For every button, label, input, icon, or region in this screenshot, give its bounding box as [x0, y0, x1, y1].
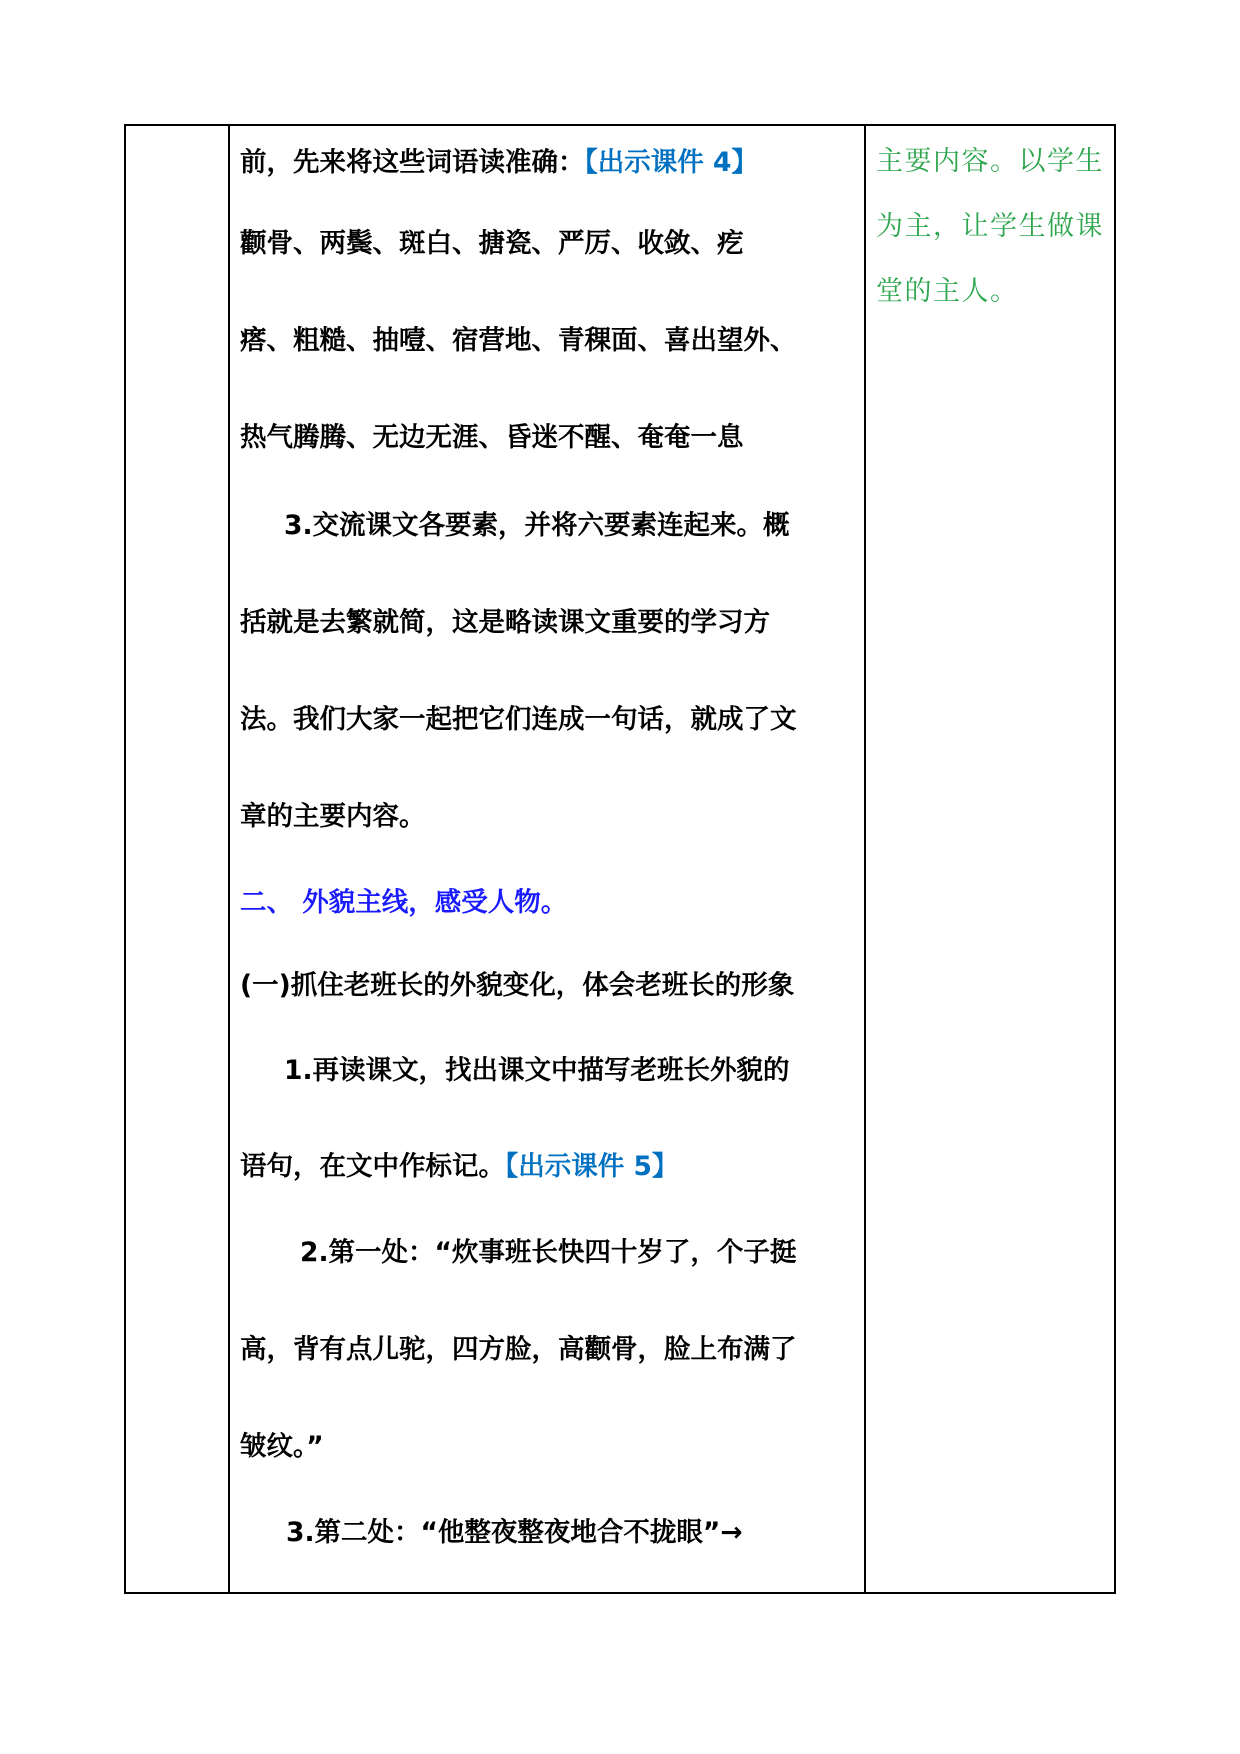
text-line: 前，先来将这些词语读准确：【出示课件 4】 — [240, 147, 758, 178]
vocab-line: 颧骨、两鬓、斑白、搪瓷、严厉、收敛、疙 — [240, 228, 744, 259]
courseware-tag: 【出示课件 4】 — [584, 147, 758, 178]
lesson-plan-table — [124, 124, 1116, 1594]
text-line: 括就是去繁就简，这是略读课文重要的学习方 — [240, 607, 770, 638]
courseware-tag: 【出示课件 5】 — [505, 1151, 679, 1182]
teaching-process-cell — [230, 126, 864, 1592]
text-line: 高，背有点儿驼，四方脸，高颧骨，脸上布满了 — [240, 1334, 797, 1365]
text-line: 1.再读课文，找出课文中描写老班长外貌的 — [284, 1055, 790, 1086]
text-line: 章的主要内容。 — [240, 801, 426, 832]
text-line: 语句，在文中作标记。【出示课件 5】 — [240, 1151, 679, 1182]
vocab-line: 热气腾腾、无边无涯、昏迷不醒、奄奄一息 — [240, 422, 744, 453]
text-line: 3.交流课文各要素，并将六要素连起来。概 — [284, 510, 790, 541]
note-line: 为主，让学生做课 — [876, 211, 1104, 242]
note-line: 堂的主人。 — [876, 276, 1019, 307]
text-line: 皱纹。” — [240, 1431, 324, 1462]
text-line: 2.第一处：“炊事班长快四十岁了，个子挺 — [300, 1237, 797, 1268]
text-line: 3.第二处：“他整夜整夜地合不拢眼”→ — [286, 1517, 743, 1548]
text-line: 法。我们大家一起把它们连成一句话，就成了文 — [240, 704, 797, 735]
subsection-heading: (一)抓住老班长的外貌变化，体会老班长的形象 — [240, 970, 795, 1001]
design-intent-cell — [866, 126, 1114, 1592]
vocab-line: 瘩、粗糙、抽噎、宿营地、青稞面、喜出望外、 — [240, 325, 797, 356]
section-heading: 二、 外貌主线，感受人物。 — [240, 887, 568, 918]
note-line: 主要内容。以学生 — [876, 146, 1104, 177]
